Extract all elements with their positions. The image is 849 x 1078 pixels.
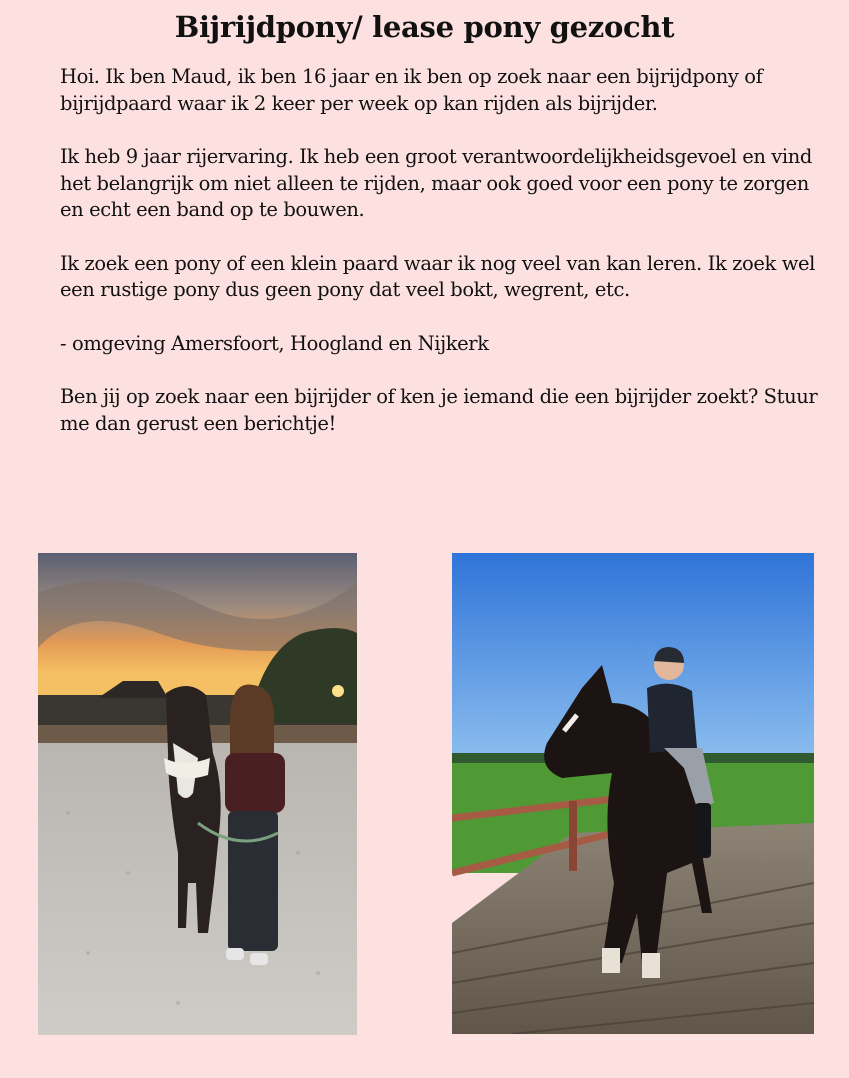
photo-rider-on-pony-meadow [452,553,814,1034]
paragraph-experience: Ik heb 9 jaar rijervaring. Ik heb een groot verantwoordelijkheidsgevoel en vind het belangrijk om niet alleen te rijden, maar ook goed voor een pony te zorgen en echt een band op te bouwen. [60,145,812,221]
paragraph-contact: Ben jij op zoek naar een bijrijder of ken je iemand die een bijrijder zoekt? Stuur me dan gerust een berichtje! [60,385,818,435]
page-title: Bijrijdpony/ lease pony gezocht [174,10,675,44]
ad-body [60,64,820,464]
photo-girl-with-pony-sunset [38,553,357,1035]
paragraph-location: - omgeving Amersfoort, Hoogland en Nijkerk [60,331,489,355]
paragraph-intro: Hoi. Ik ben Maud, ik ben 16 jaar en ik ben op zoek naar een bijrijdpony of bijrijdpaard waar ik 2 keer per week op kan rijden als bijrijder. [60,65,763,115]
paragraph-wishes: Ik zoek een pony of een klein paard waar ik nog veel van kan leren. Ik zoek wel een rustige pony dus geen pony dat veel bokt, wegrent, etc. [60,251,816,301]
